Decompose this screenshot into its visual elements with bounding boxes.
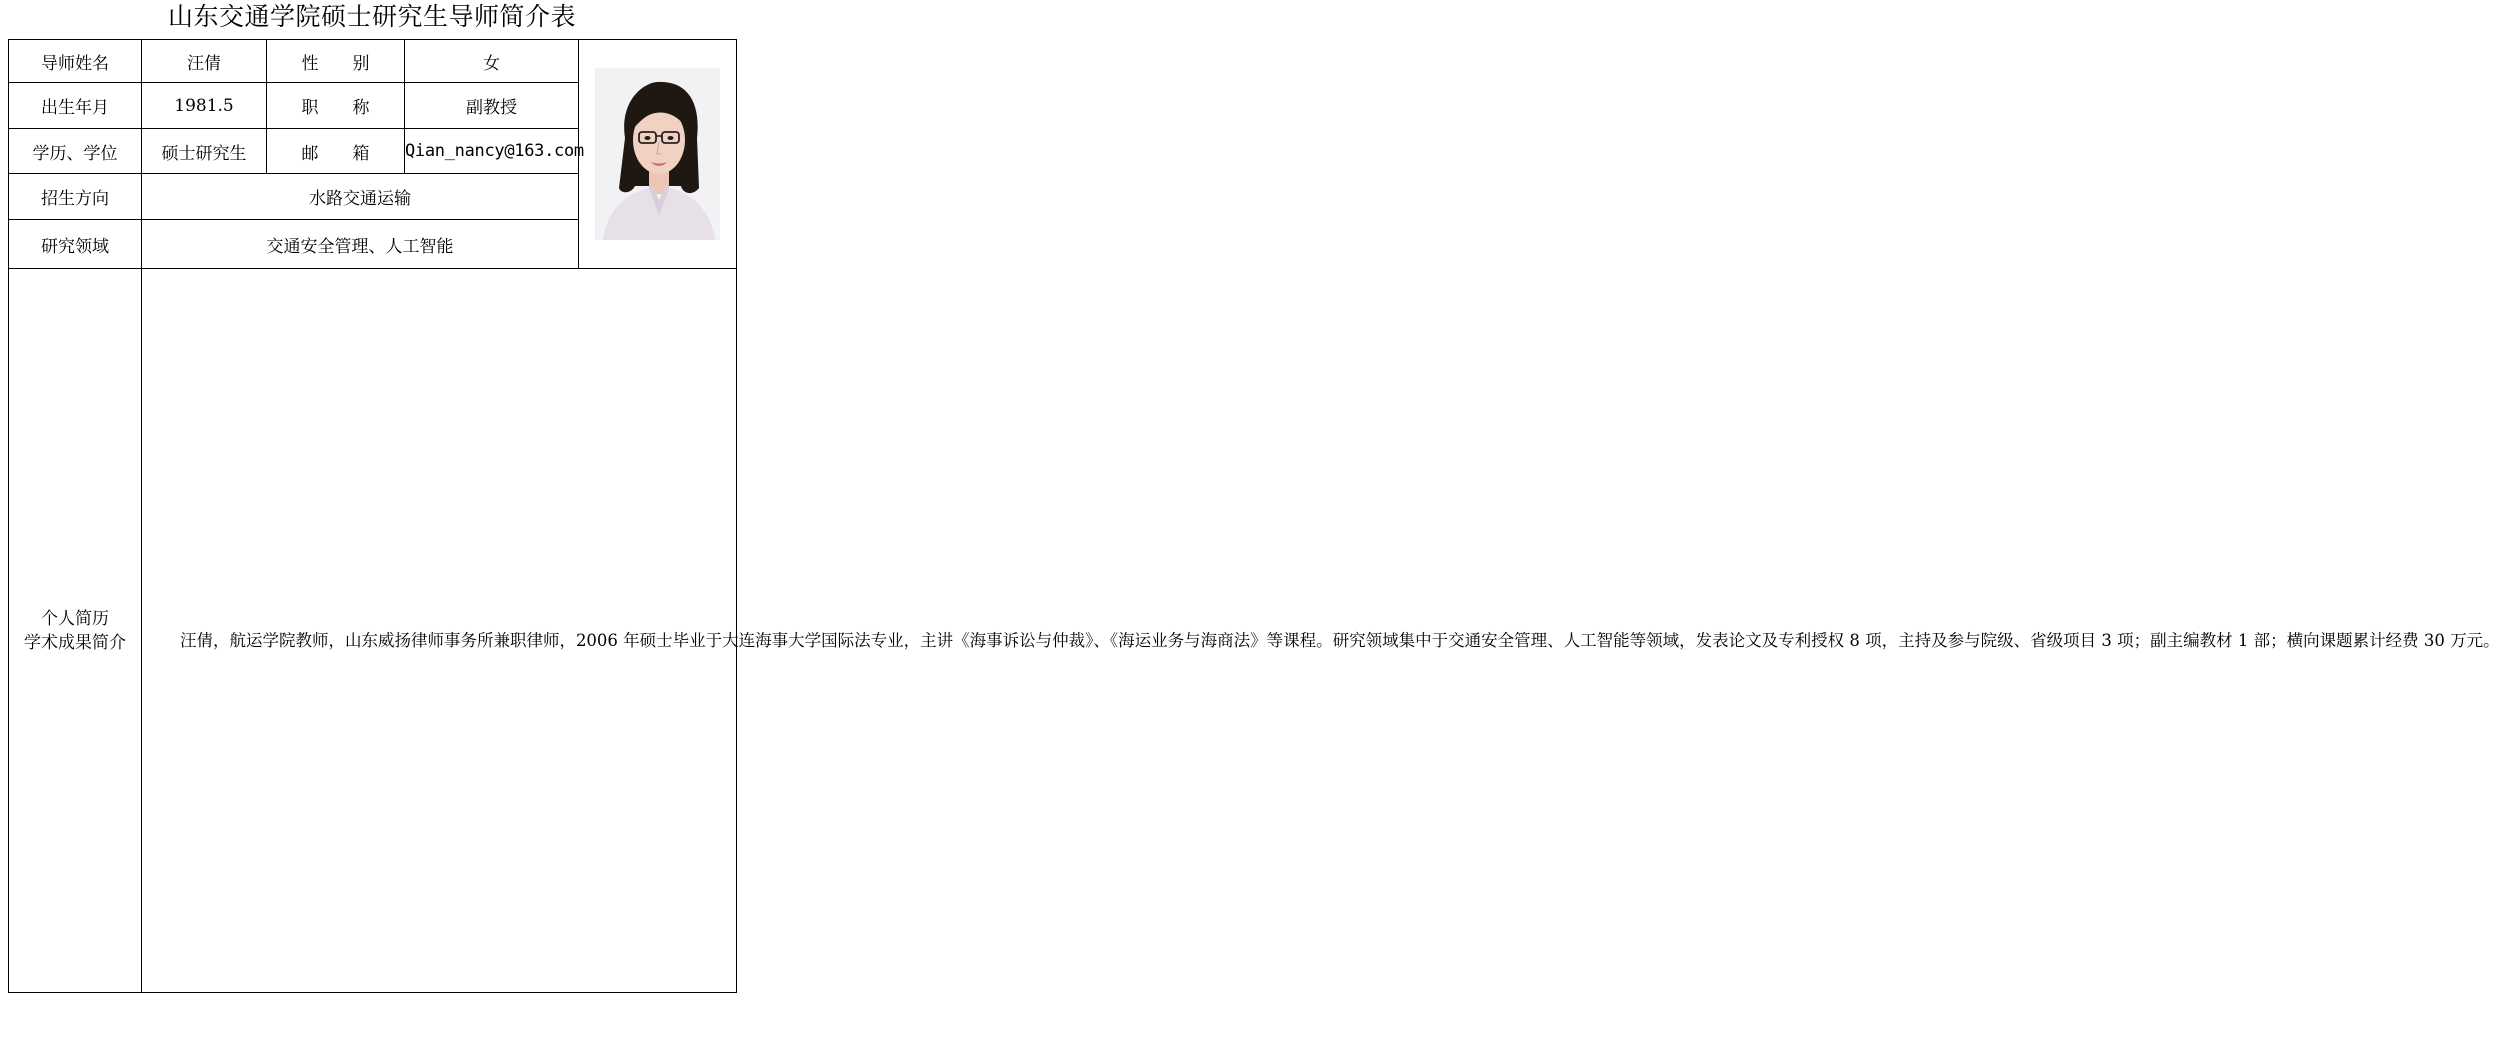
- name-value: 汪倩: [142, 40, 267, 83]
- research-label: 研究领域: [9, 220, 142, 269]
- direction-value: 水路交通运输: [142, 174, 579, 220]
- direction-label: 招生方向: [9, 174, 142, 220]
- row-bio: [9, 269, 737, 993]
- birth-label: 出生年月: [9, 83, 142, 129]
- portrait-photo: [595, 68, 720, 240]
- research-value: 交通安全管理、人工智能: [142, 220, 579, 269]
- email-label: 邮 箱: [267, 129, 405, 174]
- bio-label: [9, 269, 142, 993]
- photo-cell: [579, 40, 737, 269]
- birth-value: 1981.5: [142, 83, 267, 129]
- advisor-info-table: [8, 39, 2500, 993]
- rank-value: 副教授: [405, 83, 579, 129]
- degree-value: 硕士研究生: [142, 129, 267, 174]
- bio-label-line2: 学术成果简介: [24, 632, 126, 653]
- rank-label: 职 称: [267, 83, 405, 129]
- bio-text: 汪倩，航运学院教师，山东威扬律师事务所兼职律师，2006 年硕士毕业于大连海事大学国际法专业，主讲《海事诉讼与仲裁》、《海运业务与海商法》等课程。研究领域集中于交通安全管理、人工智能等领域，发表论文及专利授权 8 项，主持及参与院级、省级项目 3 项；副主编教材 1 部；横向课题累计经费 30 万元。: [179, 630, 2500, 650]
- gender-label: 性 别: [267, 40, 405, 83]
- degree-label: 学历、学位: [9, 129, 142, 174]
- bio-cell: [142, 269, 2500, 993]
- email-value: Qian_nancy@163.com: [405, 129, 579, 174]
- name-label: 导师姓名: [9, 40, 142, 83]
- bio-label-line1: 个人简历: [41, 608, 109, 629]
- page-title: 山东交通学院硕士研究生导师简介表: [167, 2, 576, 31]
- gender-value: 女: [405, 40, 579, 83]
- row-name-gender: [9, 40, 737, 83]
